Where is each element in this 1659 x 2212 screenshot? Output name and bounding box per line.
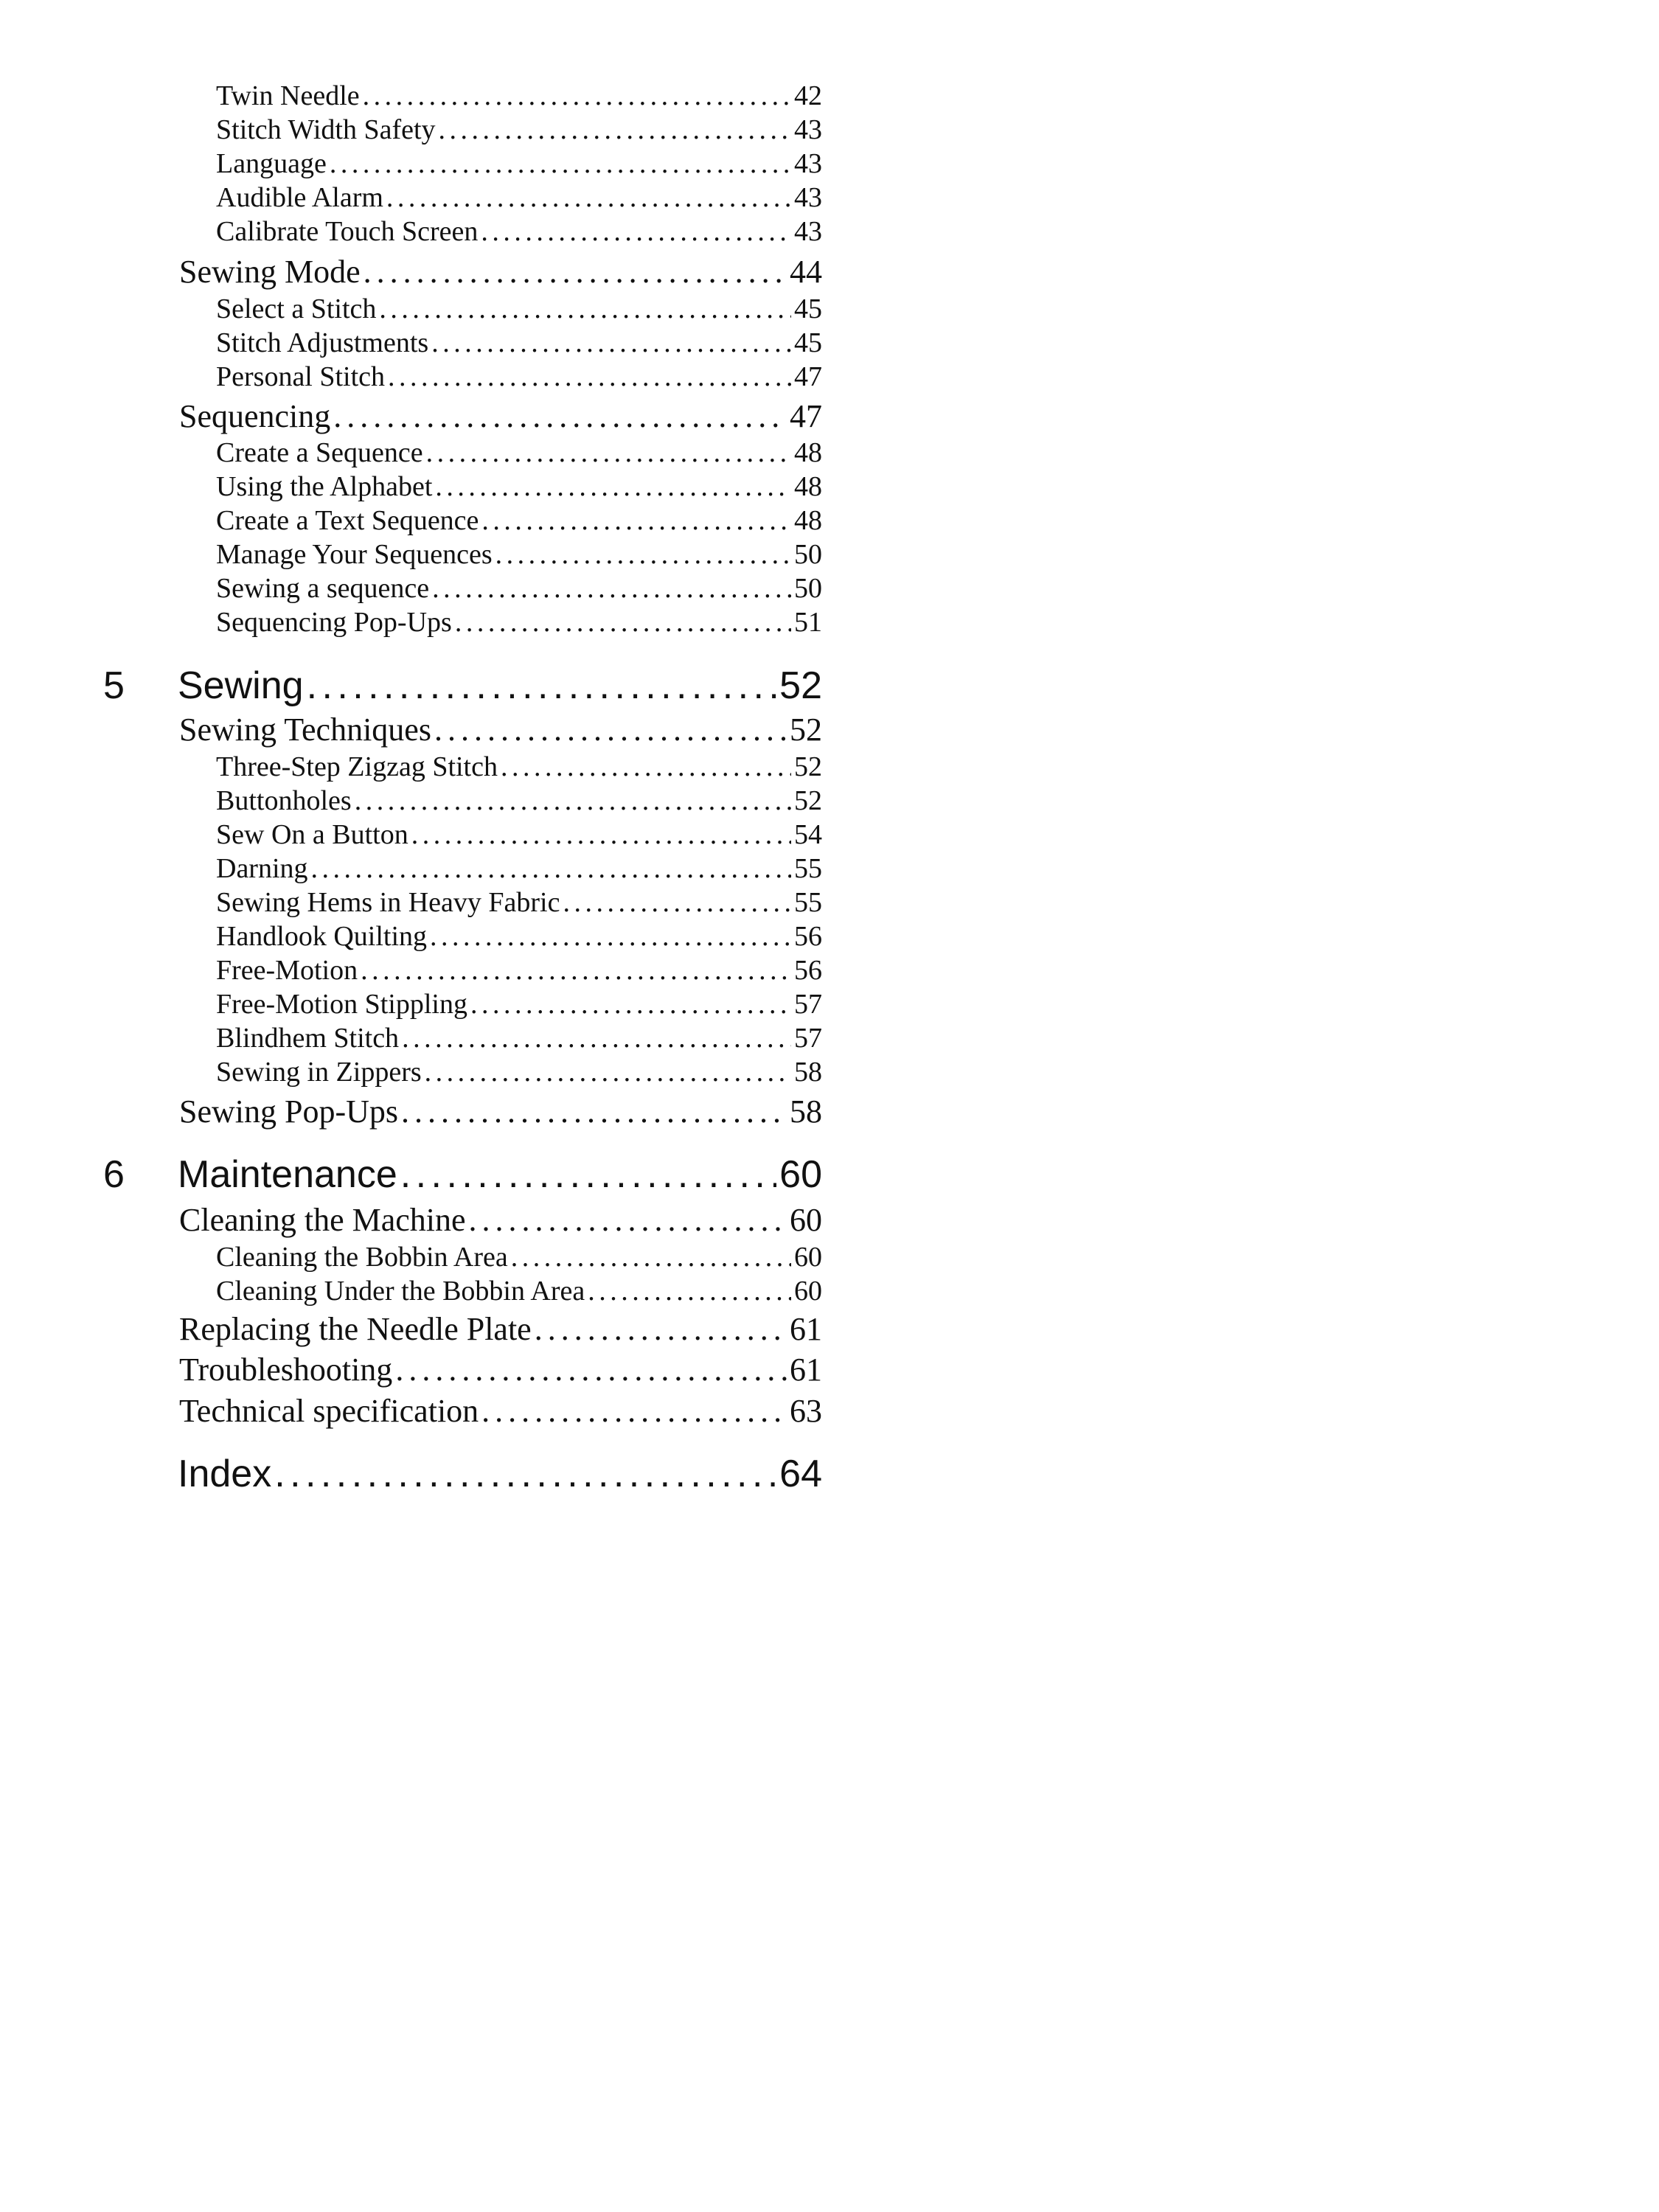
toc-entry-page: 52 (794, 785, 822, 816)
toc-entry[interactable] (179, 1093, 822, 1133)
toc-entry-title: Darning (216, 853, 308, 884)
toc-entry-title: Sewing a sequence (216, 573, 430, 604)
toc-entry-title: Language (216, 148, 327, 179)
toc-entry-title: Handlook Quilting (216, 921, 428, 952)
toc-entry-title: Audible Alarm (216, 182, 383, 213)
dot-leader (511, 1241, 791, 1273)
toc-entry-page: 60 (790, 1202, 822, 1238)
chapter-number: 6 (103, 1153, 125, 1196)
toc-entry[interactable] (216, 920, 822, 954)
toc-entry-page: 48 (794, 437, 822, 468)
toc-entry-title: Sequencing Pop-Ups (216, 607, 452, 638)
dot-leader (481, 215, 791, 248)
toc-entry[interactable] (216, 988, 822, 1022)
toc-entry-title: Create a Text Sequence (216, 505, 479, 536)
toc-entry-title: Blindhem Stitch (216, 1023, 400, 1054)
dot-leader (431, 327, 791, 359)
dot-leader (501, 751, 791, 783)
toc-entry-title: Cleaning the Machine (179, 1202, 466, 1238)
toc-entry[interactable] (216, 361, 822, 394)
toc-entry-title: Sew On a Button (216, 819, 408, 850)
toc-entry-page: 54 (794, 819, 822, 850)
dot-leader (364, 253, 787, 291)
dot-leader (400, 1152, 776, 1197)
toc-entry-title: Cleaning Under the Bobbin Area (216, 1276, 585, 1307)
toc-entry[interactable] (216, 818, 822, 852)
dot-leader (455, 606, 791, 639)
toc-entry-title: Stitch Adjustments (216, 327, 429, 358)
toc-entry[interactable] (179, 1351, 822, 1391)
toc-entry-title: Index (178, 1453, 272, 1495)
dot-leader (386, 181, 791, 214)
toc-entry[interactable] (216, 80, 822, 114)
toc-entry-page: 57 (794, 989, 822, 1020)
toc-entry-title: Cleaning the Bobbin Area (216, 1242, 508, 1273)
toc-entry-page: 45 (794, 327, 822, 358)
toc-entry-title: Free-Motion (216, 955, 358, 986)
toc-chapter-entry[interactable] (103, 1152, 822, 1201)
toc-entry[interactable] (216, 751, 822, 785)
toc-entry[interactable] (179, 1310, 822, 1350)
dot-leader (307, 664, 777, 708)
dot-leader (361, 954, 791, 987)
toc-entry-page: 43 (794, 148, 822, 179)
toc-entry-title: Sewing Mode (179, 254, 361, 290)
toc-entry-page: 55 (794, 887, 822, 918)
dot-leader (563, 886, 791, 919)
toc-entry[interactable] (179, 711, 822, 751)
toc-entry-title: Select a Stitch (216, 293, 377, 324)
toc-entry[interactable] (216, 572, 822, 606)
dot-leader (379, 293, 791, 325)
dot-leader (434, 711, 787, 748)
toc-entry[interactable] (216, 215, 822, 249)
toc-entry-page: 60 (794, 1276, 822, 1307)
dot-leader (470, 988, 791, 1020)
dot-leader (330, 147, 791, 180)
toc-entry[interactable] (216, 538, 822, 572)
toc-entry-page: 58 (794, 1057, 822, 1088)
dot-leader (588, 1275, 791, 1307)
toc-entry-title: Sequencing (179, 398, 331, 434)
toc-entry[interactable] (179, 1201, 822, 1241)
toc-entry-title: Using the Alphabet (216, 471, 433, 502)
toc-entry-page: 48 (794, 505, 822, 536)
toc-entry[interactable] (179, 253, 822, 293)
toc-entry-page: 47 (794, 361, 822, 392)
toc-entry-page: 52 (779, 664, 822, 707)
toc-entry[interactable] (216, 504, 822, 538)
toc-entry[interactable] (216, 437, 822, 470)
dot-leader (495, 538, 791, 571)
dot-leader (439, 114, 791, 146)
toc-entry-page: 42 (794, 80, 822, 111)
toc-index-entry[interactable] (178, 1452, 822, 1500)
dot-leader (432, 572, 791, 605)
toc-entry-page: 47 (790, 398, 822, 434)
toc-entry[interactable] (216, 114, 822, 147)
toc-entry[interactable] (216, 181, 822, 215)
toc-entry[interactable] (179, 397, 822, 437)
toc-entry[interactable] (216, 954, 822, 988)
toc-entry-page: 51 (794, 607, 822, 638)
dot-leader (535, 1310, 787, 1348)
toc-entry[interactable] (216, 785, 822, 818)
toc-entry[interactable] (216, 1275, 822, 1309)
dot-leader (395, 1351, 787, 1388)
toc-entry-page: 64 (779, 1453, 822, 1495)
toc-entry[interactable] (216, 1022, 822, 1056)
dot-leader (388, 361, 791, 393)
toc-entry-page: 43 (794, 182, 822, 213)
dot-leader (430, 920, 791, 953)
toc-entry[interactable] (216, 327, 822, 361)
toc-entry-page: 45 (794, 293, 822, 324)
toc-entry[interactable] (216, 1241, 822, 1275)
toc-entry-title: Sewing (178, 664, 304, 707)
toc-entry-page: 44 (790, 254, 822, 290)
toc-entry-title: Maintenance (178, 1153, 397, 1196)
toc-entry-title: Calibrate Touch Screen (216, 216, 479, 247)
toc-entry-page: 50 (794, 539, 822, 570)
dot-leader (401, 1093, 787, 1130)
toc-entry-title: Personal Stitch (216, 361, 386, 392)
toc-entry-title: Sewing Techniques (179, 712, 431, 748)
toc-entry-page: 50 (794, 573, 822, 604)
toc-entry[interactable] (216, 293, 822, 327)
dot-leader (426, 437, 791, 469)
dot-leader (363, 80, 791, 112)
toc-entry-page: 58 (790, 1093, 822, 1130)
toc-entry-page: 56 (794, 955, 822, 986)
dot-leader (333, 397, 787, 435)
dot-leader (311, 852, 791, 885)
toc-entry[interactable] (216, 886, 822, 920)
dot-leader (469, 1201, 787, 1239)
dot-leader (274, 1452, 776, 1496)
toc-entry-page: 43 (794, 114, 822, 145)
toc-entry-page: 61 (790, 1352, 822, 1388)
toc-entry-page: 61 (790, 1311, 822, 1347)
toc-entry[interactable] (216, 470, 822, 504)
toc-entry-page: 52 (794, 751, 822, 782)
chapter-number: 5 (103, 664, 125, 707)
toc-entry-title: Sewing in Zippers (216, 1057, 422, 1088)
toc-chapter-entry[interactable] (103, 664, 822, 712)
toc-entry-page: 43 (794, 216, 822, 247)
dot-leader (425, 1056, 791, 1088)
toc-entry-title: Sewing Hems in Heavy Fabric (216, 887, 560, 918)
toc-entry-title: Three-Step Zigzag Stitch (216, 751, 498, 782)
toc-entry-title: Replacing the Needle Plate (179, 1311, 532, 1347)
dot-leader (411, 818, 791, 851)
toc-entry-page: 60 (794, 1242, 822, 1273)
toc-entry-page: 55 (794, 853, 822, 884)
dot-leader (402, 1022, 791, 1054)
toc-entry-page: 56 (794, 921, 822, 952)
toc-entry-page: 57 (794, 1023, 822, 1054)
toc-entry-title: Manage Your Sequences (216, 539, 493, 570)
dot-leader (481, 1392, 787, 1430)
toc-entry[interactable] (216, 606, 822, 640)
toc-entry-title: Buttonholes (216, 785, 352, 816)
dot-leader (355, 785, 791, 817)
toc-entry-title: Twin Needle (216, 80, 360, 111)
toc-entry[interactable] (216, 147, 822, 181)
toc-entry-title: Free-Motion Stippling (216, 989, 467, 1020)
toc-entry-title: Technical specification (179, 1393, 479, 1429)
dot-leader (435, 470, 791, 503)
toc-entry-title: Create a Sequence (216, 437, 423, 468)
dot-leader (481, 504, 791, 537)
toc-entry[interactable] (179, 1392, 822, 1432)
toc-entry-page: 63 (790, 1393, 822, 1429)
toc-entry[interactable] (216, 852, 822, 886)
toc-entry-page: 48 (794, 471, 822, 502)
toc-entry[interactable] (216, 1056, 822, 1090)
toc-entry-page: 60 (779, 1153, 822, 1196)
toc-entry-page: 52 (790, 712, 822, 748)
toc-entry-title: Stitch Width Safety (216, 114, 436, 145)
toc-entry-title: Sewing Pop-Ups (179, 1093, 399, 1130)
toc-entry-title: Troubleshooting (179, 1352, 393, 1388)
